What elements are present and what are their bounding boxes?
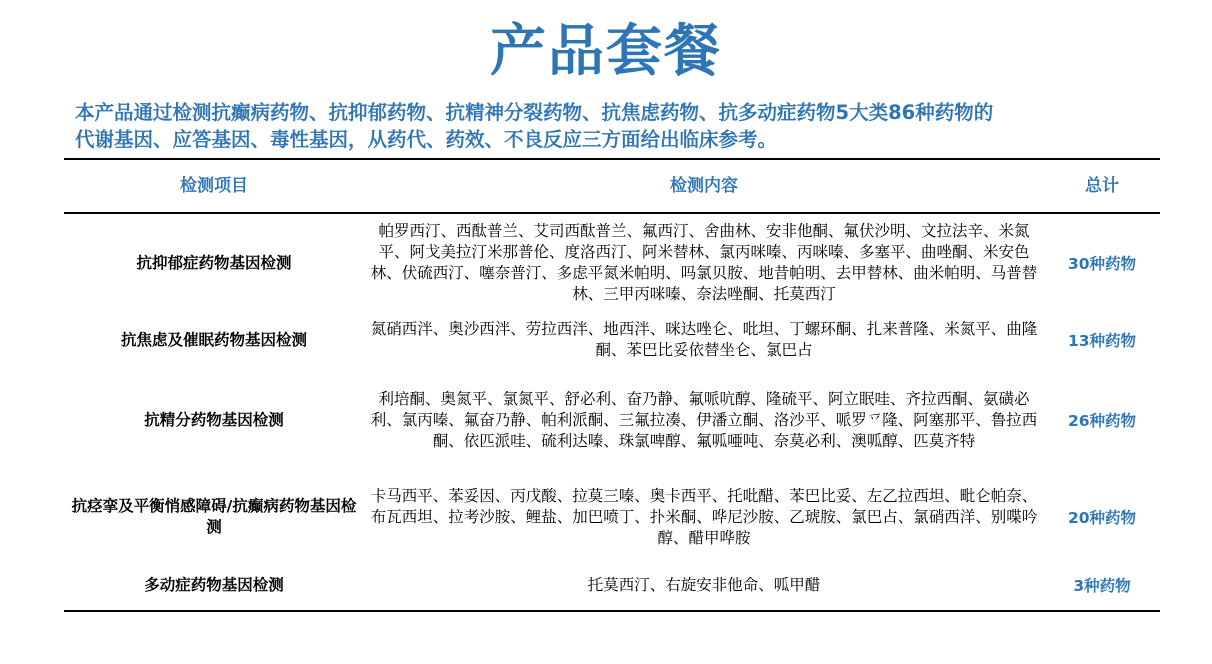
table-row — [64, 483, 1160, 551]
intro-text — [75, 99, 1155, 153]
table-row — [64, 218, 1160, 308]
header-item: 检测项目 — [180, 176, 248, 196]
intro-line-1: 本产品通过检测抗癫病药物、抗抑郁药物、抗精神分裂药物、抗焦虑药物、抗多动症药物5大类86种药物的 — [75, 101, 994, 124]
row-item: 抗痉挛及平衡悄感障碍/抗癫病药物基因检测 — [71, 497, 357, 536]
row-item: 抗精分药物基因检测 — [144, 410, 284, 429]
row-total: 3种药物 — [1073, 577, 1131, 595]
table-row — [64, 570, 1160, 600]
table-row — [64, 376, 1160, 464]
row-total: 13种药物 — [1067, 332, 1137, 350]
row-total: 30种药物 — [1067, 255, 1137, 273]
row-total: 20种药物 — [1067, 509, 1137, 527]
row-content: 托莫西汀、右旋安非他命、呱甲醋 — [587, 575, 821, 594]
row-content: 卡马西平、苯妥因、丙戊酸、拉莫三嗪、奥卡西平、托吡醋、苯巴比妥、左乙拉西坦、毗仑帕奈、布瓦西坦、拉考沙胺、鲤盐、加巴喷丁、扑米酮、哗尼沙胺、乙琥胺、氯巴占、氯硝西洋、别喋吟醇、醋甲哗胺 — [370, 486, 1038, 547]
table-header-rule — [64, 212, 1160, 214]
table-row — [64, 316, 1160, 364]
row-item: 多动症药物基因检测 — [144, 575, 284, 594]
table-bottom-rule — [64, 610, 1160, 612]
intro-line-2: 代谢基因、应答基因、毒性基因，从药代、药效、不良反应三方面给出临床参考。 — [75, 128, 778, 151]
row-item: 抗抑郁症药物基因检测 — [136, 253, 292, 272]
header-content: 检测内容 — [670, 176, 738, 196]
row-item: 抗焦虑及催眠药物基因检测 — [120, 330, 307, 349]
page-title: 产品套餐 — [490, 19, 722, 84]
row-content: 利培酮、奥氮平、氯氮平、舒必利、奋乃静、氟哌吭醇、隆硫平、阿立眠哇、齐拉西酮、氨磺必利、氯丙嗪、氟奋乃静、帕利派酮、三氟拉凑、伊潘立酮、洛沙平、哌罗乊隆、阿塞那平、鲁拉西酮、依匹派哇、硫利达嗪、珠氯啤醇、氟呱唖吨、奈莫必利、澳呱醇、匹莫齐特 — [370, 389, 1038, 450]
row-content: 氮硝西泮、奥沙西泮、劳拉西泮、地西泮、咪达唑仑、吡坦、丁螺环酮、扎来普隆、米氮平、曲隆酮、苯巴比妥依替坐仑、氯巴占 — [370, 320, 1038, 359]
row-content: 帕罗西汀、西酞普兰、艾司西酞普兰、氟西汀、舍曲林、安非他酮、氟伏沙明、文拉法辛、米氮平、阿戈美拉汀米那普伦、度洛西汀、阿米替林、氯丙咪嗪、丙咪嗪、多塞平、曲唑酮、米安色林、伏硫西汀、噻奈普汀、多虑平氮米帕明、吗氯贝胺、地昔帕明、去甲替林、曲米帕明、马普替林、三甲丙咪嗪、奈法唑酮、托莫西汀 — [370, 222, 1038, 303]
header-total: 总计 — [1085, 176, 1119, 196]
row-total: 26种药物 — [1067, 412, 1137, 430]
